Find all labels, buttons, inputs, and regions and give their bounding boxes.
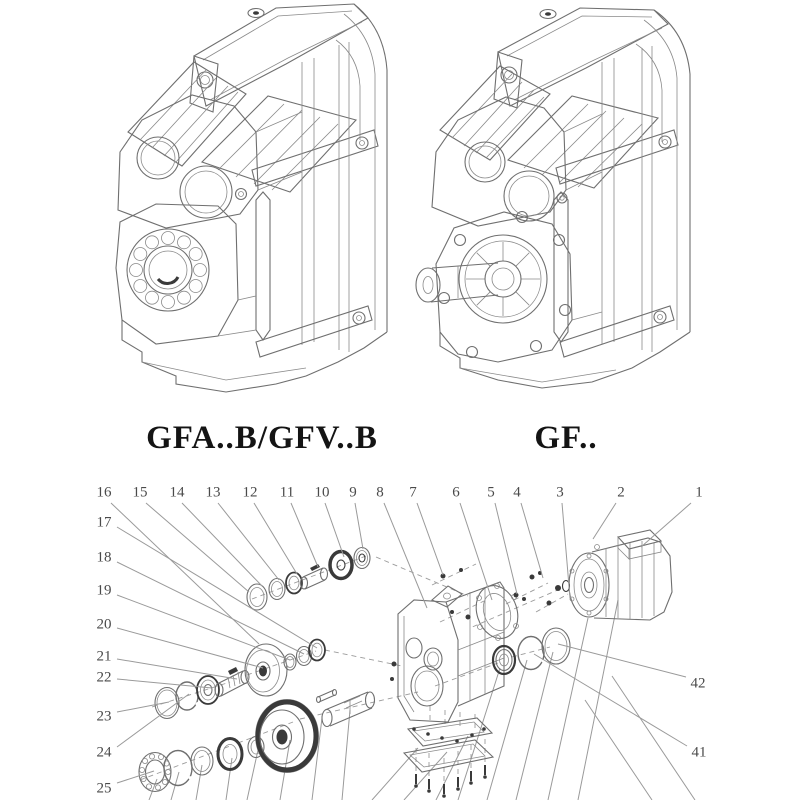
callout-leader-10 [325, 503, 344, 557]
callout-leader-24 [117, 694, 189, 747]
left-figure-lineart [116, 4, 387, 392]
exploded-callouts [97, 484, 707, 796]
callout-number-15: 15 [132, 484, 148, 501]
callout-number-41: 41 [691, 744, 707, 761]
callout-number-5: 5 [487, 484, 495, 501]
callout-number-23: 23 [96, 708, 112, 725]
callout-leader-6 [460, 503, 492, 600]
callout-leader-7 [417, 503, 443, 575]
callout-leader-12 [254, 503, 297, 574]
callout-leader-9 [355, 503, 363, 549]
snap-ring [164, 751, 192, 786]
callout-number-6: 6 [452, 484, 460, 501]
callout-number-17: 17 [96, 514, 112, 531]
callout-number-8: 8 [376, 484, 384, 501]
oil-seal [218, 739, 242, 770]
callout-leader-21 [117, 659, 237, 679]
callout-number-1: 1 [695, 484, 703, 501]
terminal-box [618, 530, 661, 559]
snap-ring [518, 637, 544, 670]
callout-number-21: 21 [96, 648, 112, 665]
callout-leader-42 [558, 644, 686, 677]
callout-number-14: 14 [169, 484, 185, 501]
callout-leader-23 [117, 702, 169, 712]
gear-housing [390, 582, 504, 722]
callout-number-2: 2 [617, 484, 625, 501]
callout-leader-2 [593, 503, 616, 539]
callout-number-18: 18 [96, 549, 112, 566]
input-pinion [330, 552, 352, 579]
callout-leader-15 [146, 503, 249, 592]
callout-leader-41 [534, 654, 687, 746]
lifting-eye [595, 545, 600, 550]
caption-left-model: GFA..B/GFV..B [146, 420, 378, 456]
callout-leader-8 [384, 503, 427, 608]
gearbox-figure-gf [402, 2, 722, 390]
callout-number-20: 20 [96, 616, 112, 633]
callout-number-9: 9 [349, 484, 357, 501]
callout-leader-11 [291, 503, 318, 567]
second-stage-gear [245, 644, 287, 696]
callout-number-25: 25 [96, 780, 112, 797]
output-gear [256, 700, 319, 773]
caption-right-model: GF.. [534, 420, 598, 456]
callout-number-22: 22 [96, 669, 112, 686]
callout-leader-4 [521, 503, 543, 578]
callout-number-19: 19 [96, 582, 112, 599]
callout-number-13: 13 [205, 484, 221, 501]
gearbox-figure-gfab [106, 0, 396, 395]
callout-number-7: 7 [409, 484, 417, 501]
callout-leader-5 [495, 503, 517, 594]
callout-number-10: 10 [314, 484, 330, 501]
bearing-housing [127, 229, 209, 311]
exploded-parts-diagram [0, 480, 800, 800]
callout-leader-16 [111, 503, 259, 644]
fastener-screws [441, 568, 562, 620]
input-shaft-parts [247, 548, 370, 611]
callout-number-11: 11 [279, 484, 295, 501]
callout-leader-1 [641, 503, 691, 547]
gasket-and-pan [404, 718, 493, 798]
callout-leader-13 [218, 503, 279, 580]
callout-number-3: 3 [556, 484, 564, 501]
callout-leader-20 [117, 628, 263, 668]
drive-motor [563, 530, 673, 620]
callout-number-4: 4 [513, 484, 521, 501]
callout-number-16: 16 [96, 484, 112, 501]
callout-number-42: 42 [690, 675, 706, 692]
callout-number-24: 24 [96, 744, 112, 761]
shaft-key-pin [317, 690, 337, 703]
right-figure-lineart [416, 8, 690, 388]
callout-number-12: 12 [242, 484, 258, 501]
